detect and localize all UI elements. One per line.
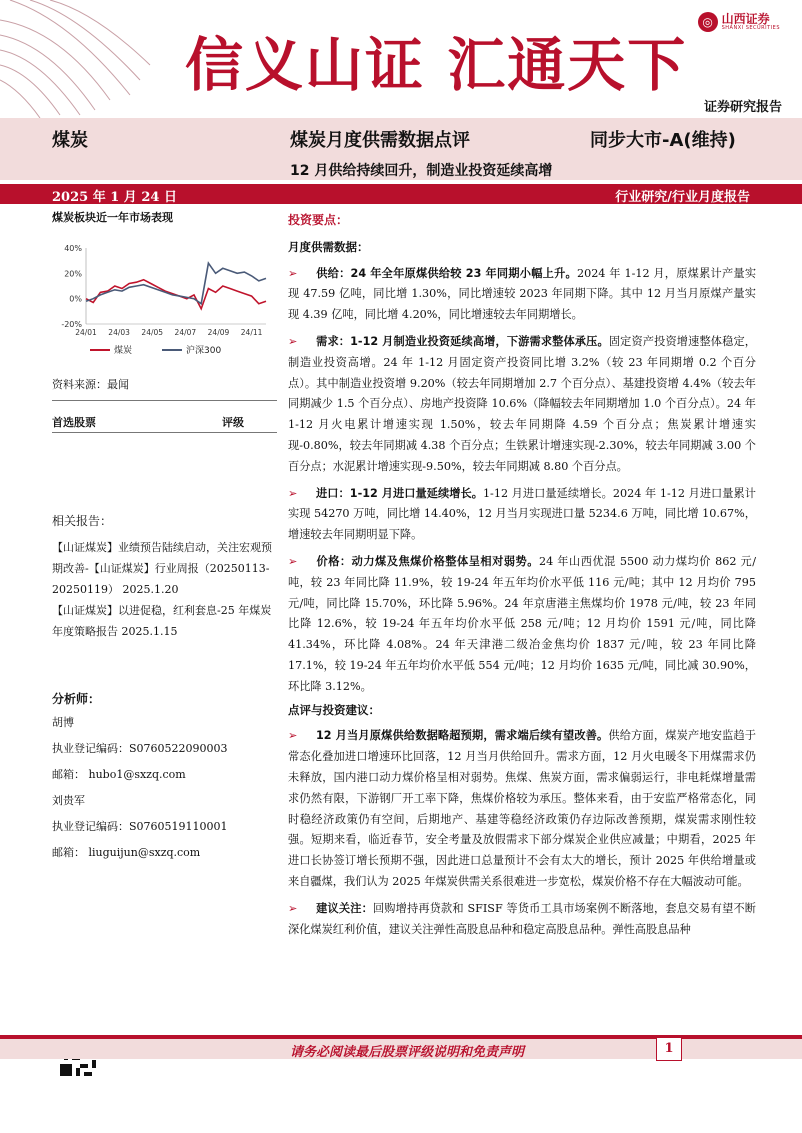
price-heading: 价格：动力煤及焦煤价格整体呈相对弱势。 — [316, 554, 539, 568]
picks-rating: 评级 — [222, 416, 244, 429]
related-report-2[interactable]: 【山证煤炭】以进促稳，红利套息-25 年煤炭年度策略报告 2025.1.15 — [52, 604, 272, 638]
para-demand — [288, 332, 756, 478]
banner-slogan: 信义山证 汇通天下 — [185, 31, 688, 99]
suggest-heading: 建议关注： — [316, 901, 373, 915]
section-investment-points: 投资要点： — [288, 213, 349, 227]
import-heading: 进口：1-12 月进口量延续增长。 — [316, 486, 483, 500]
picks-top-rule — [52, 400, 277, 401]
analyst-2-license: 执业登记编码：S0760519110001 — [52, 820, 228, 833]
chart-source: 资料来源：最闻 — [52, 378, 129, 391]
para-price — [288, 552, 756, 698]
supply-text: 2024 年 1-12 月，原煤累计产量实现 47.59 亿吨，同比增 1.30%，同比增速较 2023 年同期下降。其中 12 月当月原煤产量实现 4.39 亿吨，同比增 4.20%，同比增速较去年同期增长。 — [288, 266, 757, 322]
x-tick-label: 24/07 — [174, 328, 197, 337]
review-heading: 12 月当月原煤供给数据略超预期，需求端后续有望改善。 — [316, 729, 609, 743]
y-tick-label: -20% — [61, 320, 82, 329]
related-report-1[interactable]: 【山证煤炭】业绩预告陆续启动，关注宏观预期改善-【山证煤炭】行业周报（20250113-20250119） 2025.1.20 — [52, 541, 272, 596]
bullet-arrow-icon: ➢ — [288, 901, 298, 915]
report-subtitle: 12 月供给持续回升，制造业投资延续高增 — [290, 163, 553, 179]
subsection-review: 点评与投资建议： — [288, 702, 380, 717]
subsection-monthly-data: 月度供需数据： — [288, 239, 369, 254]
header-banner — [0, 0, 802, 118]
x-tick-label: 24/11 — [240, 328, 263, 337]
sector-label: 煤炭 — [52, 130, 88, 151]
suggest-text: 回购增持再贷款和 SFISF 等货币工具市场案例不断落地，套息交易有望不断深化煤炭红利价值，建议关注弹性高股息品种和稳定高股息品种。弹性高股息品种 — [288, 901, 756, 936]
demand-heading: 需求：1-12 月制造业投资延续高增，下游需求整体承压。 — [316, 334, 609, 348]
bullet-arrow-icon: ➢ — [288, 729, 298, 743]
legend-label: 煤炭 — [114, 346, 133, 356]
chart-title: 煤炭板块近一年市场表现 — [52, 211, 173, 224]
para-review — [288, 726, 756, 892]
analyst-2-email[interactable]: 邮箱： liuguijun@sxzq.com — [52, 846, 201, 859]
analyst-1-name: 胡博 — [52, 716, 74, 729]
para-import — [288, 484, 756, 546]
x-tick-label: 24/03 — [108, 328, 130, 337]
supply-heading: 供给：24 年全年原煤供给较 23 年同期小幅上升。 — [316, 266, 577, 280]
legend-label: 沪深300 — [186, 346, 222, 356]
demand-text: 固定资产投资增速整体稳定，制造业投资高增。24 年 1-12 月固定资产投资同比增 3.2%（较 23 年同期增 0.2 个百分点）。其中制造业投资增 9.20%（较去年同期增加 2.7 个百分点）、基建投资增 4.4%（较去年同期减少 1.5 个百分点）、房地产投资降 10.6%（降幅较去年同期增加 1.0 个百分点）。24 年 1-12 月火电累计增速实现 1.50%，较去年同期降 4.59 个百分点；焦炭累计增速实现-0.80%，较去年同期减 4.38 个百分点；生铁累计增速实现-2.30%，较去年同期减 3.00 个百分点；水泥累计增速实现-9.50%，较去年同期减 8.80 个百分点。 — [288, 334, 756, 473]
review-text: 供给方面，煤炭产地安监趋于常态化叠加进口增速环比回落，12 月当月供给回升。需求方面，12 月火电暖冬下用煤需求仍未释放，国内港口动力煤价格呈相对弱势。焦煤、焦炭方面，需求偏弱运行，非电耗煤增量需求仍然有限，下游钢厂开工率下降，焦煤价格较为承压。整体来看，由于安监严格常态化，同时稳经济政策仍有空间，后期地产、基建等稳经济政策仍存边际改善预期，煤炭需求刚性较强。短期来看，临近春节，安全考量及放假需求下部分煤炭企业供应减量；中期看，2025 年进口长协签订增长预期不强，因此进口总量预计不会有太大的增长，预计 2025 年供给增量或来自疆煤，我们认为 2025 年煤炭供需关系很难进一步宽松，煤炭价格不存在大幅波动可能。 — [288, 729, 756, 888]
para-supply — [288, 264, 756, 326]
bullet-arrow-icon: ➢ — [288, 334, 298, 348]
picks-bottom-rule — [52, 432, 277, 433]
logo-icon: ◎ — [698, 12, 718, 32]
rating-label: 同步大市-A(维持) — [590, 130, 736, 151]
bullet-arrow-icon: ➢ — [288, 486, 298, 500]
page-number: 1 — [656, 1037, 682, 1061]
analyst-title: 分析师： — [52, 692, 101, 706]
x-tick-label: 24/01 — [75, 328, 97, 337]
logo-sub: SHANXI SECURITIES — [721, 25, 780, 31]
chart-svg — [52, 224, 277, 364]
y-tick-label: 20% — [64, 269, 82, 279]
x-tick-label: 24/05 — [141, 328, 164, 337]
analyst-1-license: 执业登记编码：S0760522090003 — [52, 742, 228, 755]
para-suggest — [288, 899, 756, 941]
analyst-2-name: 刘贵军 — [52, 794, 85, 807]
analyst-1-email[interactable]: 邮箱： hubo1@sxzq.com — [52, 768, 186, 781]
price-text: 24 年山西优混 5500 动力煤均价 862 元/吨，较 23 年同比降 11.9%，较 19-24 年五年均价水平低 116 元/吨；其中 12 月均价 795 元/吨，同比降 15.70%，环比降 5.96%。24 年京唐港主焦煤均价 1978 元/吨，较 23 年同比降 12.6%，较 19-24 年五年均价水平低 258 元/吨；12 月均价 1591 元/吨，同比降 41.34%，环比降 4.08%。24 年天津港二级冶金焦均价 1837 元/吨，较 23 年同比降 17.1%，较 19-24 年五年均价水平低 554 元/吨；12 月均价 1635 元/吨，同比减 30.90%，环比降 3.12%。 — [288, 554, 756, 693]
bullet-arrow-icon: ➢ — [288, 554, 298, 568]
y-tick-label: 0% — [69, 294, 82, 304]
bullet-arrow-icon: ➢ — [288, 266, 298, 280]
series-line-csi300 — [86, 263, 266, 304]
report-date: 2025 年 1 月 24 日 — [52, 190, 177, 205]
report-category: 行业研究/行业月度报告 — [615, 190, 750, 205]
related-reports — [52, 537, 274, 642]
report-title: 煤炭月度供需数据点评 — [290, 130, 470, 151]
report-type: 证券研究报告 — [703, 100, 782, 115]
import-text: 1-12 月进口量延续增长。2024 年 1-12 月进口量累计实现 54270 万吨，同比增 14.40%，12 月当月实现进口量 5234.6 万吨，同比增 10.67%，增速较去年同期明显下降。 — [288, 486, 756, 542]
main-content — [288, 210, 756, 942]
related-title: 相关报告： — [52, 514, 113, 528]
performance-chart — [52, 224, 277, 364]
series-line-coal — [86, 280, 266, 309]
company-logo — [698, 12, 780, 32]
picks-label: 首选股票 — [52, 416, 96, 429]
logo-name: 山西证券 — [721, 12, 770, 26]
x-tick-label: 24/09 — [207, 328, 230, 337]
footer-disclaimer[interactable]: 请务必阅读最后股票评级说明和免责声明 — [290, 1045, 525, 1060]
y-tick-label: 40% — [64, 244, 82, 253]
